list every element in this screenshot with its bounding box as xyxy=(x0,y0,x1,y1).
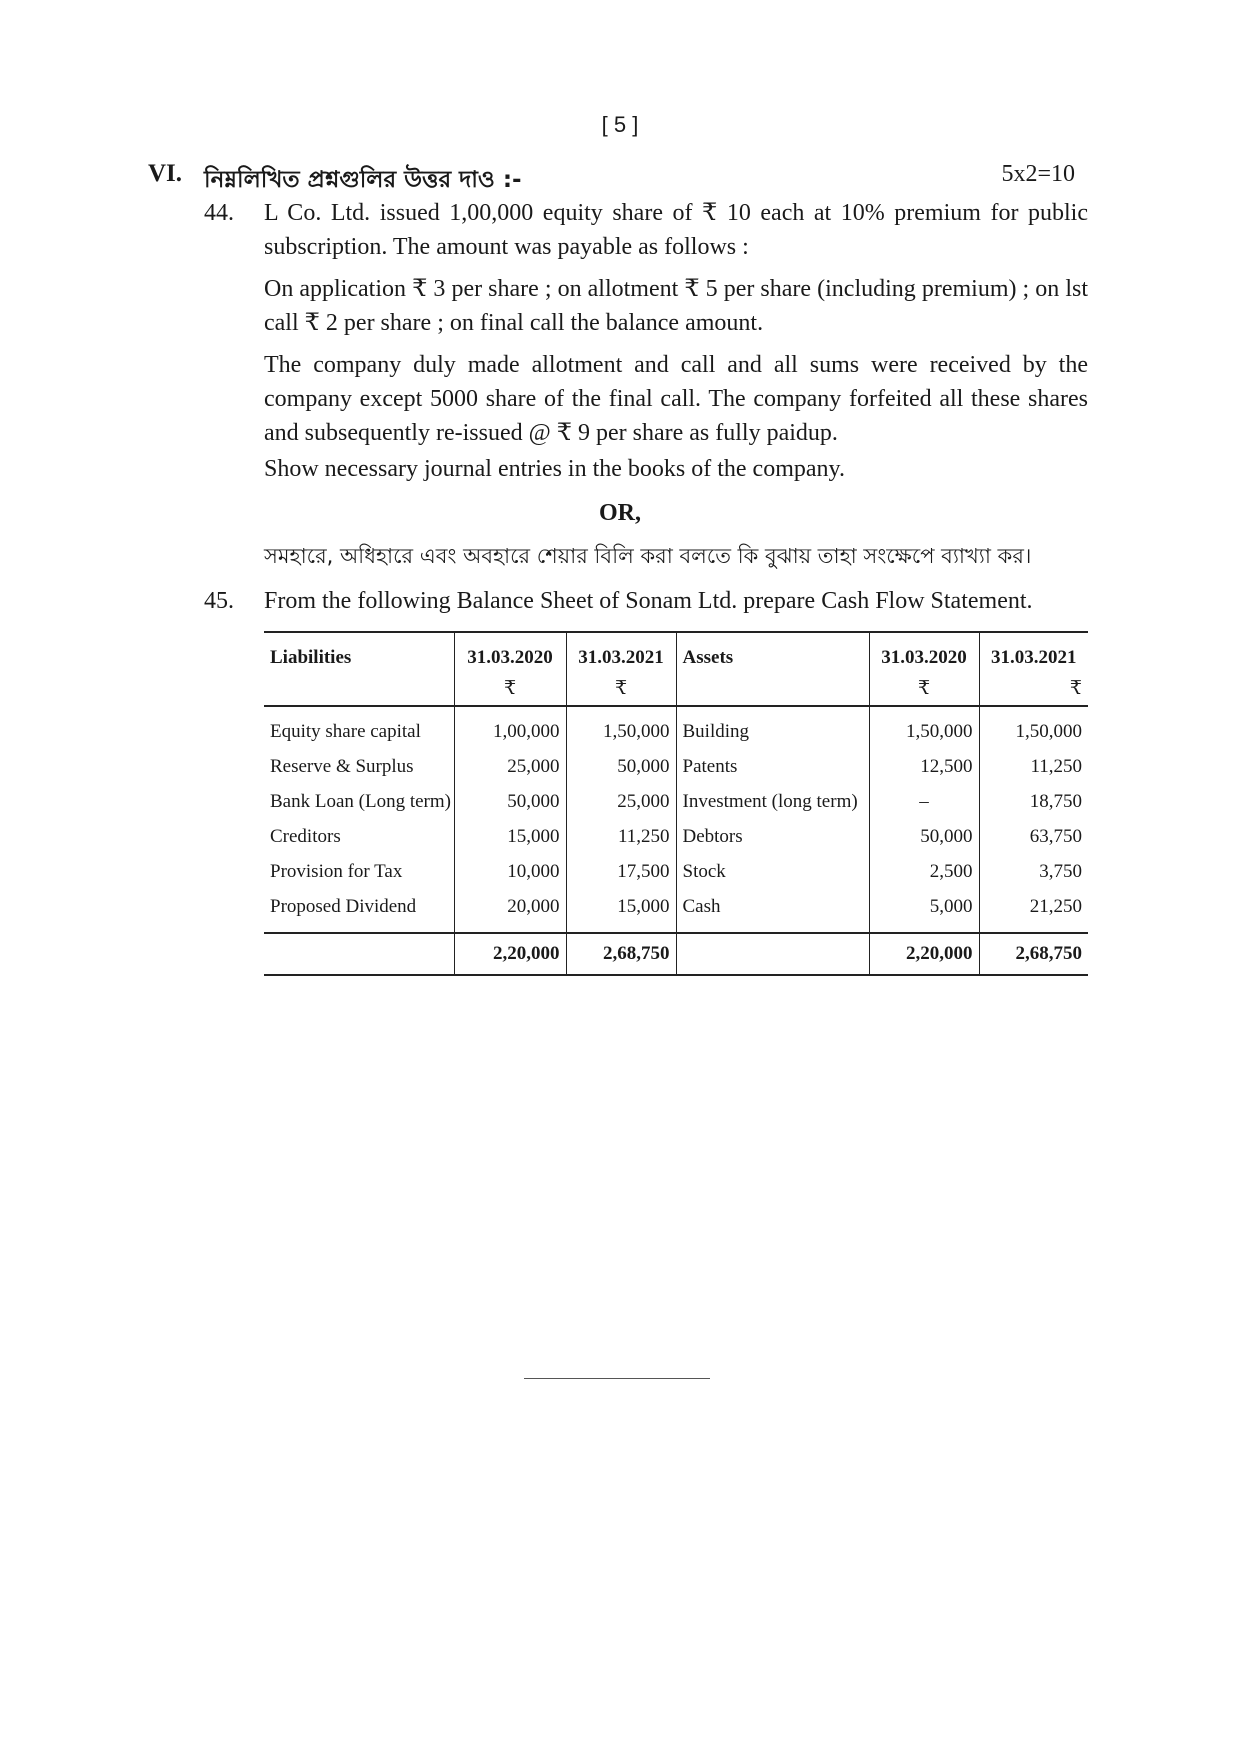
header-asset-2021: 31.03.2021 xyxy=(979,632,1088,671)
total-liab-2020: 2,20,000 xyxy=(454,933,566,975)
q44-paragraph-1: L Co. Ltd. issued 1,00,000 equity share of ₹ 10 each at 10% premium for public subscription. The amount was payable as follows : xyxy=(264,200,1088,260)
total-label xyxy=(676,933,869,975)
total-asset-2020: 2,20,000 xyxy=(869,933,979,975)
table-row xyxy=(264,706,1088,749)
liability-2020: 25,000 xyxy=(454,749,566,784)
or-label: OR, xyxy=(599,500,641,526)
asset-2021: 21,250 xyxy=(979,889,1088,933)
header-liabilities: Liabilities xyxy=(264,632,454,671)
asset-2021: 1,50,000 xyxy=(979,706,1088,749)
liability-name: Provision for Tax xyxy=(270,860,403,882)
total-asset-2021: 2,68,750 xyxy=(979,933,1088,975)
asset-2021: 11,250 xyxy=(979,749,1088,784)
asset-name: Patents xyxy=(676,749,869,784)
asset-2020: 1,50,000 xyxy=(869,706,979,749)
liability-2021: 1,50,000 xyxy=(566,706,676,749)
table-row xyxy=(264,889,1088,933)
asset-2021: 63,750 xyxy=(979,819,1088,854)
asset-2021: 18,750 xyxy=(979,784,1088,819)
liability-name: Equity share capital xyxy=(270,721,421,742)
header-asset-2020: 31.03.2020 xyxy=(869,632,979,671)
liability-2021: 11,250 xyxy=(566,819,676,854)
liability-name: Proposed Dividend xyxy=(270,895,417,917)
table-currency-row xyxy=(264,671,1088,706)
liability-2021: 25,000 xyxy=(566,784,676,819)
liability-2020: 20,000 xyxy=(454,889,566,933)
currency-symbol: ₹ xyxy=(979,671,1088,706)
alternative-question-bengali: সমহারে, অধিহারে এবং অবহারে শেয়ার বিলি করা বলতে কি বুঝায় তাহা সংক্ষেপে ব্যাখ্যা কর। xyxy=(264,544,1032,568)
balance-sheet-table xyxy=(264,631,1088,976)
header-liab-2020: 31.03.2020 xyxy=(454,632,566,671)
liability-name: Bank Loan (Long term) xyxy=(270,790,451,812)
question-44-number: 44. xyxy=(204,200,234,226)
currency-symbol: ₹ xyxy=(869,671,979,706)
asset-2020: – xyxy=(869,784,979,819)
liability-2021: 17,500 xyxy=(566,854,676,889)
question-44-text xyxy=(264,196,1088,486)
table-row xyxy=(264,784,1088,819)
asset-name: Building xyxy=(676,706,869,749)
q44-paragraph-2: On application ₹ 3 per share ; on allotment ₹ 5 per share (including premium) ; on lst call ₹ 2 per share ; on final call the balance amount. xyxy=(264,276,1088,336)
currency-symbol: ₹ xyxy=(454,671,566,706)
table-total-row xyxy=(264,933,1088,975)
header-assets: Assets xyxy=(676,632,869,671)
section-title: নিম্নলিখিত প্রশ্নগুলির উত্তর দাও :- xyxy=(204,167,522,193)
total-label xyxy=(264,933,454,975)
liability-name: Reserve & Surplus xyxy=(270,755,414,777)
q44-paragraph-4: Show necessary journal entries in the books of the company. xyxy=(264,456,845,482)
asset-2020: 2,500 xyxy=(869,854,979,889)
asset-2020: 50,000 xyxy=(869,819,979,854)
asset-2020: 5,000 xyxy=(869,889,979,933)
asset-name: Debtors xyxy=(676,819,869,854)
liability-name: Creditors xyxy=(270,825,341,847)
asset-name: Stock xyxy=(676,854,869,889)
table-header-row xyxy=(264,632,1088,671)
table-row xyxy=(264,819,1088,854)
asset-2021: 3,750 xyxy=(979,854,1088,889)
liability-2020: 1,00,000 xyxy=(454,706,566,749)
asset-name: Cash xyxy=(676,889,869,933)
total-liab-2021: 2,68,750 xyxy=(566,933,676,975)
section-marks: 5x2=10 xyxy=(1001,161,1075,187)
liability-2021: 50,000 xyxy=(566,749,676,784)
header-liab-2021: 31.03.2021 xyxy=(566,632,676,671)
page-number: [ 5 ] xyxy=(601,112,639,137)
currency-symbol: ₹ xyxy=(566,671,676,706)
table-row xyxy=(264,749,1088,784)
liability-2020: 15,000 xyxy=(454,819,566,854)
q44-paragraph-3: The company duly made allotment and call and all sums were received by the company except 5000 share of the final call. The company forfeited all these shares and subsequently re-issued @ ₹ 9 per share as fully paidup. xyxy=(264,352,1088,446)
liability-2021: 15,000 xyxy=(566,889,676,933)
question-45-text: From the following Balance Sheet of Sonam Ltd. prepare Cash Flow Statement. xyxy=(264,588,1033,614)
asset-2020: 12,500 xyxy=(869,749,979,784)
end-of-page-rule xyxy=(524,1378,710,1379)
liability-2020: 50,000 xyxy=(454,784,566,819)
table-row xyxy=(264,854,1088,889)
question-45-number: 45. xyxy=(204,588,234,614)
liability-2020: 10,000 xyxy=(454,854,566,889)
asset-name: Investment (long term) xyxy=(676,784,869,819)
section-number: VI. xyxy=(148,160,183,187)
